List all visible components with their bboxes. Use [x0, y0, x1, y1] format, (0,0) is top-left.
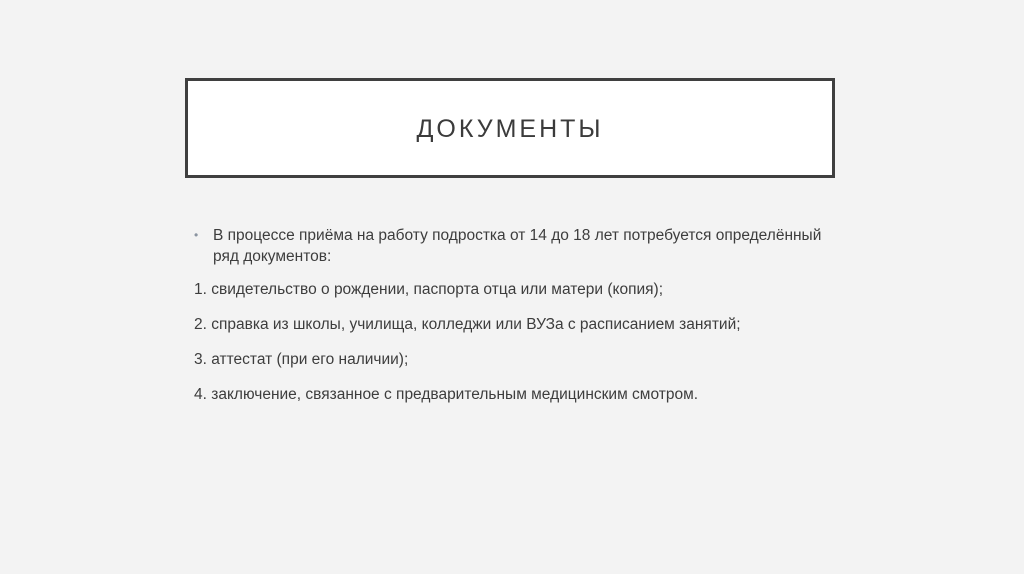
list-item: 4. заключение, связанное с предварительным медицинским смотром. — [194, 386, 699, 403]
intro-bullet-text: В процессе приёма на работу подростка от 14 до 18 лет потребуется определённый ряд документов: — [213, 227, 822, 265]
list-item: 3. аттестат (при его наличии); — [194, 351, 409, 368]
intro-bullet-row — [194, 225, 834, 267]
title-box — [185, 78, 835, 178]
list-item: 1. свидетельство о рождении, паспорта отца или матери (копия); — [194, 281, 664, 298]
bullet-dot-icon: • — [194, 228, 199, 242]
slide-content — [194, 225, 834, 419]
slide-title: ДОКУМЕНТЫ — [416, 114, 604, 143]
list-item: 2. справка из школы, училища, колледжи или ВУЗа с расписанием занятий; — [194, 316, 741, 333]
